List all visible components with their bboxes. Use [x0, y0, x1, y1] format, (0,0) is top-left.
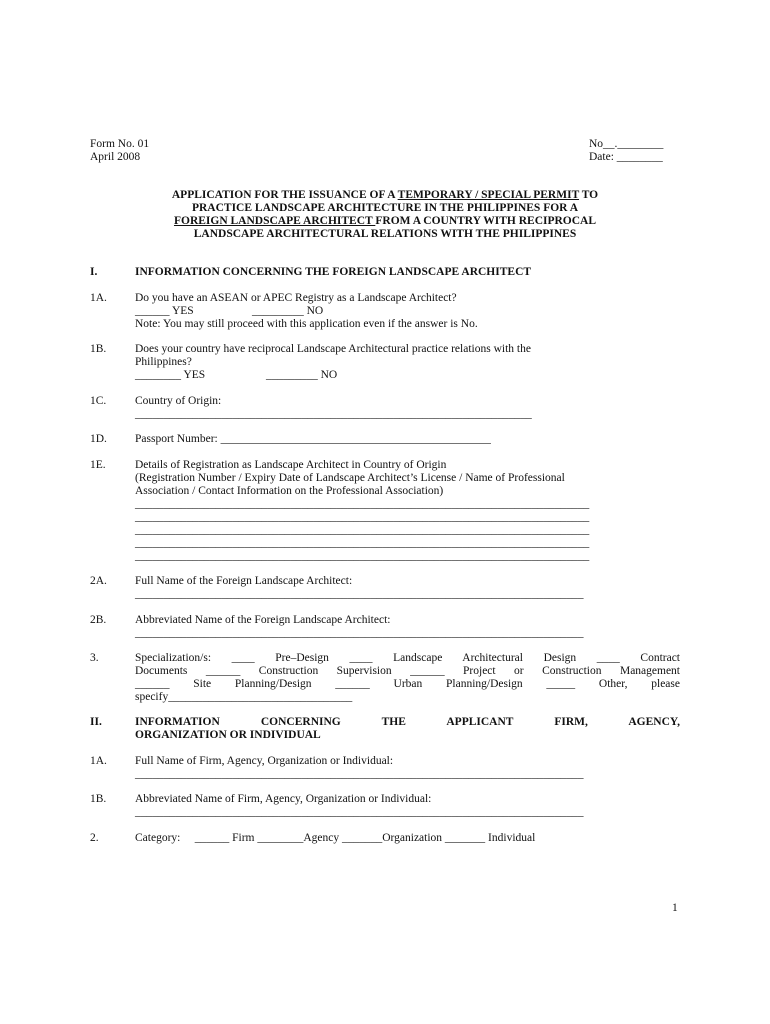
- q1e-label-line-1: Details of Registration as Landscape Architect in Country of Origin: [135, 459, 447, 471]
- s2-q1a-number: 1A.: [90, 755, 107, 767]
- q3-number: 3.: [90, 652, 99, 664]
- q2b-number: 2B.: [90, 614, 107, 626]
- q1e-label-line-3: Association / Contact Information on the Professional Association): [135, 485, 444, 497]
- number-field[interactable]: No__.________: [589, 138, 664, 150]
- q1a-yes-option[interactable]: ______ YES: [135, 305, 194, 317]
- specialization-line-1[interactable]: Specialization/s: ____ Pre–Design ____ Landscape Architectural Design ____ Contract: [135, 652, 680, 664]
- section-2-number: II.: [90, 716, 102, 728]
- date-field[interactable]: Date: ________: [589, 151, 663, 163]
- q1a-question: Do you have an ASEAN or APEC Registry as a Landscape Architect?: [135, 292, 457, 304]
- section-1-number: I.: [90, 266, 98, 278]
- q2a-number: 2A.: [90, 575, 107, 587]
- q1a-number: 1A.: [90, 292, 107, 304]
- specialization-line-2[interactable]: Documents ______ Construction Supervision ______ Project or Construction Management: [135, 665, 680, 677]
- q1e-input-line[interactable]: _______________________________________________________________________________: [135, 524, 590, 536]
- specialization-other-field[interactable]: specify________________________________: [135, 691, 353, 703]
- q1b-no-option[interactable]: _________ NO: [266, 369, 338, 381]
- title-line-3: FOREIGN LANDSCAPE ARCHITECT FROM A COUNTRY WITH RECIPROCAL: [173, 215, 597, 227]
- form-date: April 2008: [90, 151, 141, 163]
- form-number: Form No. 01: [90, 138, 150, 150]
- section-1-heading: INFORMATION CONCERNING THE FOREIGN LANDSCAPE ARCHITECT: [135, 266, 532, 278]
- q2a-label: Full Name of the Foreign Landscape Architect:: [135, 575, 353, 587]
- q1e-input-line[interactable]: _______________________________________________________________________________: [135, 511, 590, 523]
- s2-q1b-label: Abbreviated Name of Firm, Agency, Organization or Individual:: [135, 793, 432, 805]
- q1c-number: 1C.: [90, 395, 107, 407]
- q2a-input-line[interactable]: ______________________________________________________________________________: [135, 588, 584, 600]
- q1e-input-line[interactable]: _______________________________________________________________________________: [135, 537, 590, 549]
- q1d-number: 1D.: [90, 433, 107, 445]
- title-line-4: LANDSCAPE ARCHITECTURAL RELATIONS WITH THE PHILIPPINES: [193, 228, 577, 240]
- s2-q2-number: 2.: [90, 832, 99, 844]
- q1d-passport-field[interactable]: Passport Number: _______________________________________________: [135, 433, 491, 445]
- q1a-no-option[interactable]: _________ NO: [252, 305, 324, 317]
- s2-q1a-input-line[interactable]: ______________________________________________________________________________: [135, 768, 584, 780]
- q2b-input-line[interactable]: ______________________________________________________________________________: [135, 627, 584, 639]
- section-2-heading-line-1: INFORMATION CONCERNING THE APPLICANT FIRM, AGENCY,: [135, 716, 680, 728]
- q1c-label: Country of Origin:: [135, 395, 222, 407]
- q2b-label: Abbreviated Name of the Foreign Landscape Architect:: [135, 614, 391, 626]
- q1c-input-line[interactable]: _____________________________________________________________________: [135, 408, 532, 420]
- q1b-question-line-2: Philippines?: [135, 356, 192, 368]
- q1e-input-line[interactable]: _______________________________________________________________________________: [135, 550, 590, 562]
- s2-q1b-input-line[interactable]: ______________________________________________________________________________: [135, 806, 584, 818]
- q1b-number: 1B.: [90, 343, 107, 355]
- q1e-label-line-2: (Registration Number / Expiry Date of Landscape Architect’s License / Name of Professional: [135, 472, 565, 484]
- q1b-yes-option[interactable]: ________ YES: [135, 369, 206, 381]
- q1a-note: Note: You may still proceed with this application even if the answer is No.: [135, 318, 478, 330]
- category-options[interactable]: Category: ______ Firm ________Agency _______Organization _______ Individual: [135, 832, 536, 844]
- title-line-2: PRACTICE LANDSCAPE ARCHITECTURE IN THE PHILIPPINES FOR A: [191, 202, 579, 214]
- s2-q1b-number: 1B.: [90, 793, 107, 805]
- section-2-heading-line-2: ORGANIZATION OR INDIVIDUAL: [135, 729, 321, 741]
- q1e-input-line[interactable]: _______________________________________________________________________________: [135, 498, 590, 510]
- specialization-line-3[interactable]: ______ Site Planning/Design ______ Urban Planning/Design _____ Other, please: [135, 678, 680, 690]
- q1e-number: 1E.: [90, 459, 106, 471]
- s2-q1a-label: Full Name of Firm, Agency, Organization or Individual:: [135, 755, 394, 767]
- page-number: 1: [672, 902, 678, 914]
- q1b-question-line-1: Does your country have reciprocal Landscape Architectural practice relations with the: [135, 343, 531, 355]
- title-line-1: APPLICATION FOR THE ISSUANCE OF A TEMPORARY / SPECIAL PERMIT TO: [171, 189, 599, 201]
